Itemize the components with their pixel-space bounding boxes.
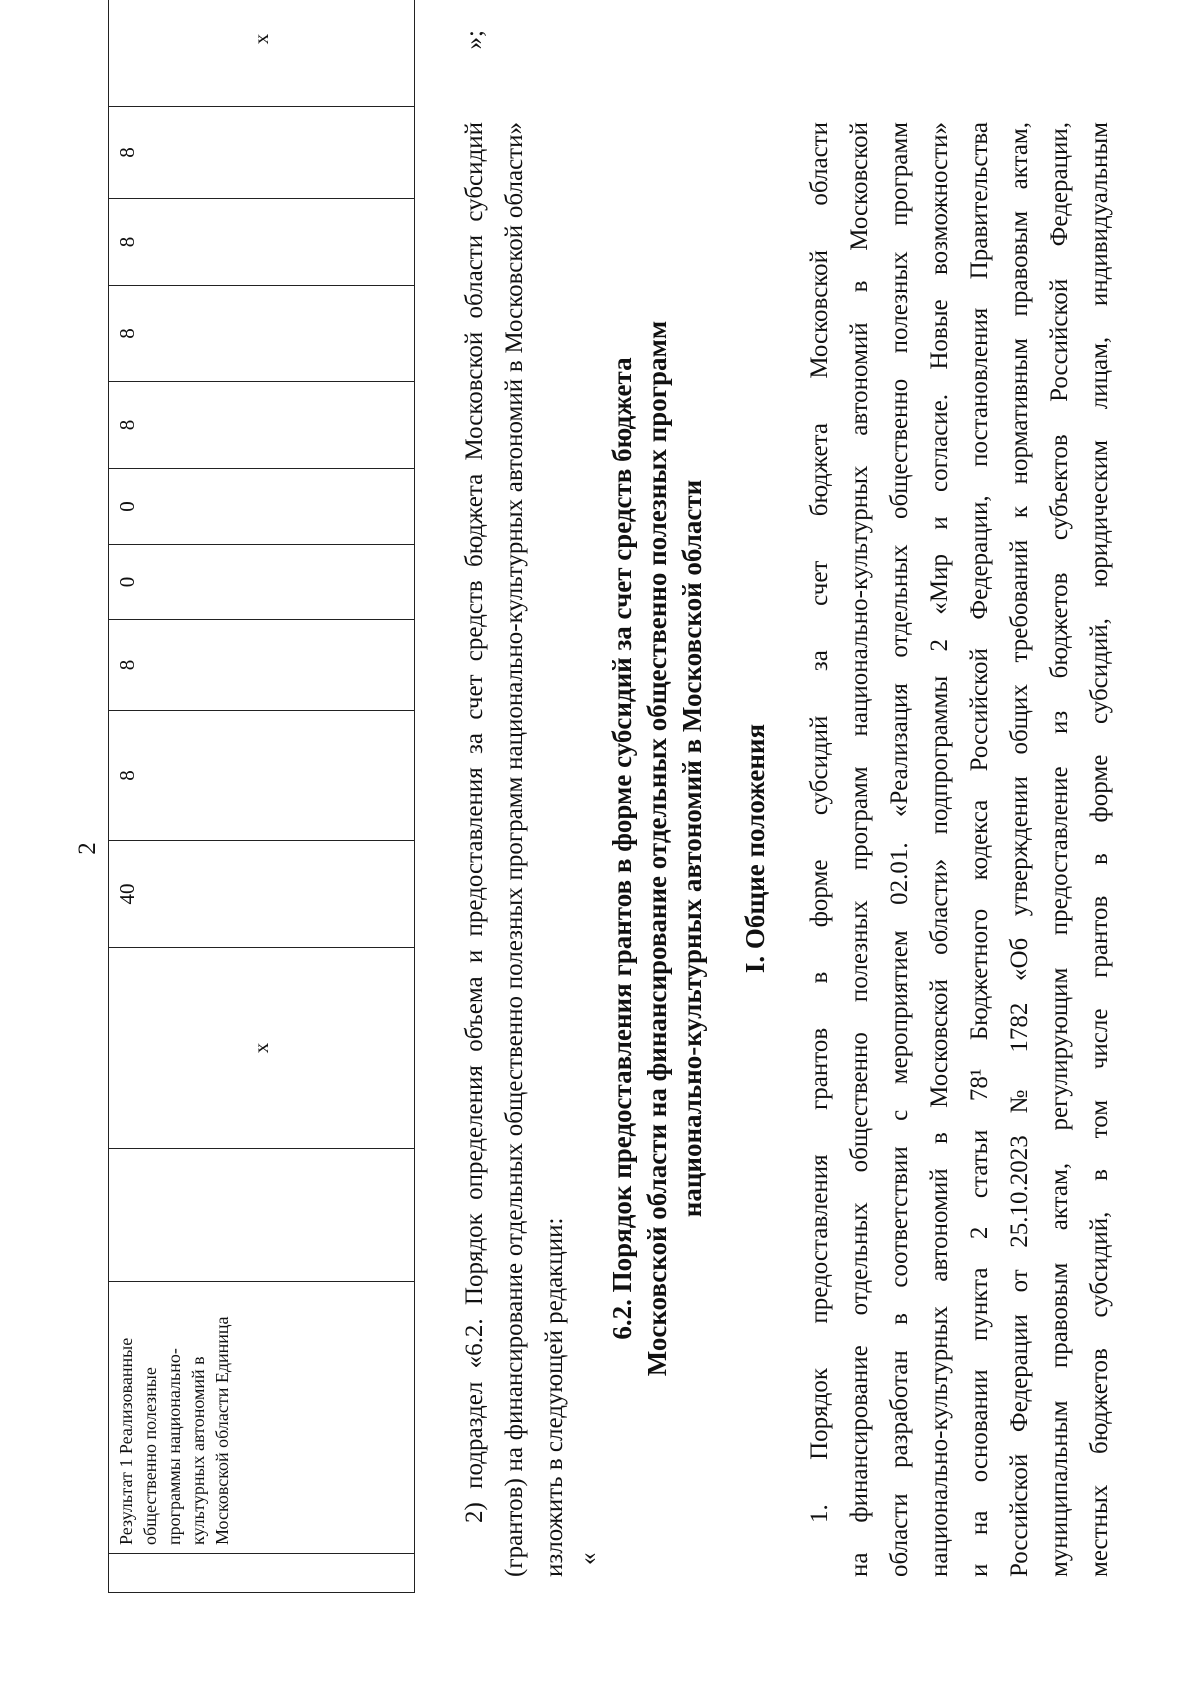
row-label-cell: Результат 1 Реализованные общественно полезные программы национально-культурных автономий в Московской области Единица	[109, 1282, 415, 1554]
table-row	[109, 0, 415, 1593]
section-title	[605, 0, 710, 1697]
table-cell: 8	[109, 620, 415, 711]
paragraph-text: 2) подраздел «6.2. Порядок определения объема и предоставления за счет средств бюджета Московской области субсидий (грантов) на финансирование отдельных общественно полезных программ национально-культурных автономий в Московской области» изложить в следующей редакции:	[461, 122, 568, 1577]
table-cell	[109, 1149, 415, 1282]
paragraph-line: муниципальным правовым актам, регулирующим предоставление из бюджетов субъектов Российской Федерации,	[1046, 122, 1073, 1577]
table-cell: 40	[109, 841, 415, 948]
table-cell: 8	[109, 286, 415, 382]
table-cell: 0	[109, 469, 415, 545]
page-number: 2	[74, 842, 101, 855]
table-cell: 0	[109, 545, 415, 620]
table-cell: 8	[109, 382, 415, 469]
table-cell: 8	[109, 107, 415, 199]
table-cell: x	[109, 0, 415, 107]
paragraph-line: местных бюджетов субсидий, в том числе грантов в форме субсидий, юридическим лицам, индивидуальным	[1086, 122, 1113, 1577]
table-cell: 8	[109, 711, 415, 841]
paragraph-line: 1. Порядок предоставления грантов в форме субсидий за счет бюджета Московской области	[806, 122, 833, 1523]
paragraph-line: Российской Федерации от 25.10.2023 № 1782 «Об утверждении общих требований к нормативным правовым актам,	[1006, 122, 1033, 1577]
chapter-title: I. Общие положения	[740, 723, 770, 974]
paragraph-line: национально-культурных автономий в Московской области» подпрограммы 2 «Мир и согласие. Новые возможности»	[926, 122, 953, 1577]
section-title-line: Московской области на финансирование отдельных общественно полезных программ	[642, 320, 672, 1377]
paragraph-line: области разработан в соответствии с мероприятием 02.01. «Реализация отдельных общественно полезных программ	[886, 122, 913, 1577]
paragraph-line: и на основании пункта 2 статьи 78¹ Бюджетного кодекса Российской Федерации, постановления Правительства	[966, 122, 993, 1577]
table-cell: x	[109, 948, 415, 1149]
section-title-line: 6.2. Порядок предоставления грантов в форме субсидий за счет средств бюджета	[607, 357, 637, 1340]
general-provisions-paragraph	[800, 122, 1120, 1577]
table-cell-empty	[109, 1554, 415, 1593]
opening-quote-mark: «	[575, 1552, 602, 1565]
amendment-paragraph	[455, 30, 575, 1577]
table-cell: 8	[109, 199, 415, 286]
closing-quote-mark: »;	[461, 30, 488, 50]
section-title-line: национально-культурных автономий в Московской области	[677, 479, 707, 1218]
results-table	[108, 0, 415, 1593]
paragraph-line: на финансирование отдельных общественно полезных программ национально-культурных автономий в Московской	[846, 122, 873, 1577]
